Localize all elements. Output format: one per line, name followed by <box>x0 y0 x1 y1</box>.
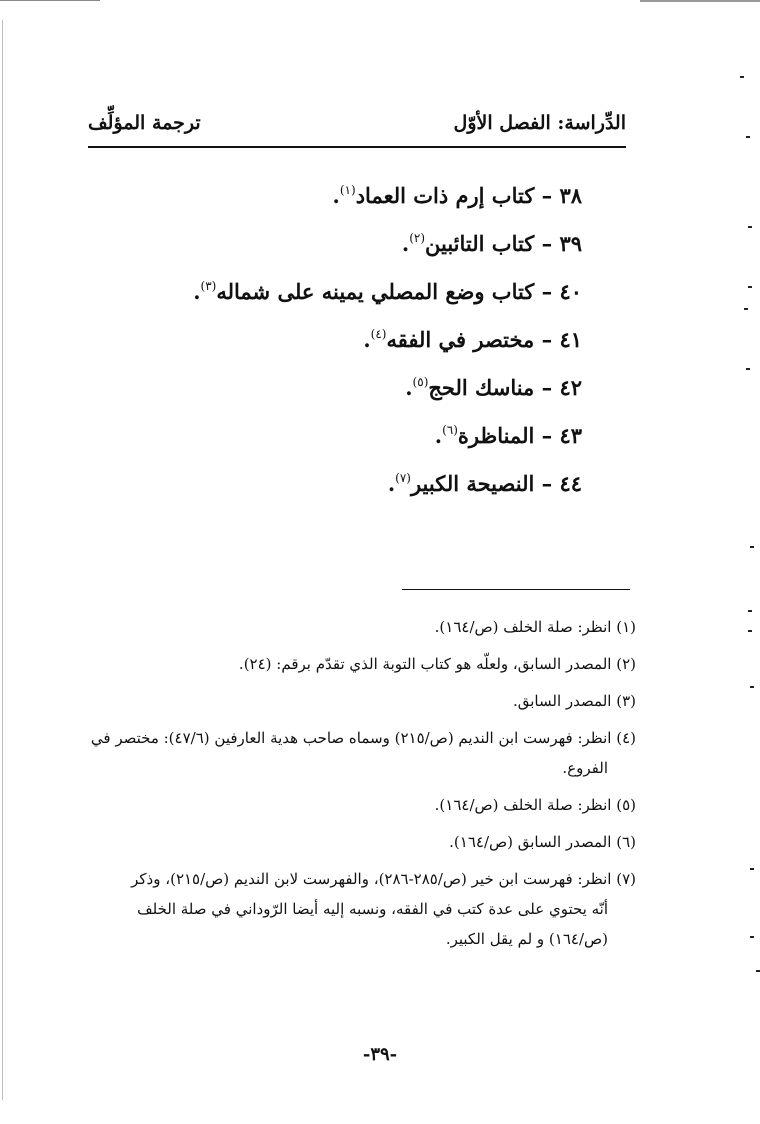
footnote-line <box>90 686 636 716</box>
footnote-line <box>90 790 636 820</box>
item-number: ٤٠ <box>559 279 582 304</box>
item-title: مناسك الحج <box>428 375 535 400</box>
footnote <box>90 612 636 642</box>
footnote-label: (٣) <box>616 692 636 710</box>
footnote <box>90 827 636 857</box>
footnote-line <box>90 827 636 857</box>
scan-speck <box>740 76 744 78</box>
list-item: ٤٢ – مناسك الحج$^{(٥)}$. <box>405 375 582 400</box>
footnote-line <box>90 649 636 679</box>
list-item: ٤٤ – النصيحة الكبير$^{(٧)}$. <box>387 471 582 496</box>
footnote-label: (٢) <box>616 655 636 673</box>
footnote-text: انظر: صلة الخلف (ص/١٦٤). <box>434 618 612 636</box>
running-header <box>88 112 626 142</box>
footnote-separator <box>402 589 630 590</box>
scan-speck <box>750 686 754 688</box>
scan-speck <box>746 136 750 138</box>
item-title: كتاب إرم ذات العماد <box>355 183 535 208</box>
footnote <box>90 790 636 820</box>
footnote-line <box>90 894 636 924</box>
item-number: ٤٤ <box>559 471 582 496</box>
scan-edge-top-left <box>0 0 100 1</box>
footnote <box>90 649 636 679</box>
footnote-label: (٧) <box>616 870 636 888</box>
list-item: ٤١ – مختصر في الفقه$^{(٤)}$. <box>363 327 582 352</box>
item-number: ٤٣ <box>559 423 582 448</box>
scan-speck <box>744 308 748 310</box>
footnote-ref: (٦) <box>442 423 458 437</box>
scan-speck <box>750 546 754 548</box>
item-title: كتاب وضع المصلي يمينه على شماله <box>216 279 535 304</box>
footnote-ref: (٤) <box>370 327 387 341</box>
footnote <box>90 723 636 783</box>
header-section-title: الدِّراسة: الفصل الأوّل <box>453 112 626 134</box>
item-title: المناظرة <box>457 423 535 448</box>
item-title: مختصر في الفقه <box>386 327 535 352</box>
scan-edge-top-right <box>640 0 760 2</box>
page-number: -٣٩- <box>362 1044 398 1065</box>
footnote-ref: (٧) <box>395 471 411 485</box>
footnote-text: انظر: فهرست ابن النديم (ص/٢١٥) وسماه صاحب هدية العارفين (٤٧/٦): مختصر في <box>90 729 612 747</box>
footnote-ref: (٥) <box>412 375 429 389</box>
item-number: ٣٩ <box>559 231 582 256</box>
header-rule <box>88 146 626 148</box>
scan-speck <box>748 610 752 612</box>
footnote-line <box>90 924 636 954</box>
item-number: ٤١ <box>559 327 582 352</box>
footnote-line <box>90 612 636 642</box>
footnote-label: (٦) <box>616 833 636 851</box>
item-number: ٣٨ <box>559 183 582 208</box>
item-title: كتاب التائبين <box>425 231 535 256</box>
footnote-ref: (١) <box>339 183 356 197</box>
scan-speck <box>750 868 754 870</box>
scan-speck <box>748 630 752 632</box>
scan-speck <box>748 286 752 288</box>
footnote-line <box>90 753 636 783</box>
footnote-label: (١) <box>616 618 636 636</box>
item-number: ٤٢ <box>559 375 582 400</box>
item-title: النصيحة الكبير <box>410 471 535 496</box>
footnote-text: (ص/١٦٤) و لم يقل الكبير. <box>445 930 608 948</box>
footnote <box>90 864 636 954</box>
footnote-ref: (٢) <box>409 231 426 245</box>
item-end-punctuation: . <box>405 375 413 400</box>
footnote-text: انظر: صلة الخلف (ص/١٦٤). <box>434 796 612 814</box>
list-item: ٤٣ – المناظرة$^{(٦)}$. <box>434 423 582 448</box>
footnotes <box>90 612 636 961</box>
list-item: ٣٩ – كتاب التائبين$^{(٢)}$. <box>401 231 582 256</box>
item-end-punctuation: . <box>401 231 410 256</box>
scan-edge-left <box>2 20 3 1100</box>
footnote-text: انظر: فهرست ابن خير (ص/٢٨٥-٢٨٦)، والفهرست لابن النديم (ص/٢١٥)، وذكر <box>131 870 612 888</box>
scan-speck <box>750 936 754 938</box>
item-end-punctuation: . <box>434 423 443 448</box>
footnote-text: أنّه يحتوي على عدة كتب في الفقه، ونسبه إليه أيضا الرّوداني في صلة الخلف <box>137 900 608 918</box>
item-end-punctuation: . <box>363 327 371 352</box>
footnote-text: المصدر السابق (ص/١٦٤). <box>449 833 612 851</box>
item-end-punctuation: . <box>193 279 201 304</box>
scan-speck <box>746 368 750 370</box>
footnote-label: (٥) <box>616 796 636 814</box>
list-item: ٤٠ – كتاب وضع المصلي يمينه على شماله$^{(٣)}$. <box>193 279 582 304</box>
footnote-label: (٤) <box>616 729 636 747</box>
item-end-punctuation: . <box>332 183 340 208</box>
list-item: ٣٨ – كتاب إرم ذات العماد$^{(١)}$. <box>332 183 582 208</box>
header-chapter-title: ترجمة المؤلِّف <box>88 112 201 134</box>
footnote-line <box>90 864 636 894</box>
footnote <box>90 686 636 716</box>
scan-speck <box>756 970 760 972</box>
footnote-line <box>90 723 636 753</box>
footnote-text: الفروع. <box>562 759 608 777</box>
footnote-ref: (٣) <box>200 279 217 293</box>
footnote-text: المصدر السابق. <box>512 692 612 710</box>
book-list <box>150 170 582 506</box>
scan-speck <box>748 226 752 228</box>
item-end-punctuation: . <box>387 471 396 496</box>
footnote-text: المصدر السابق، ولعلّه هو كتاب التوبة الذي تقدّم برقم: (٢٤). <box>238 655 612 673</box>
